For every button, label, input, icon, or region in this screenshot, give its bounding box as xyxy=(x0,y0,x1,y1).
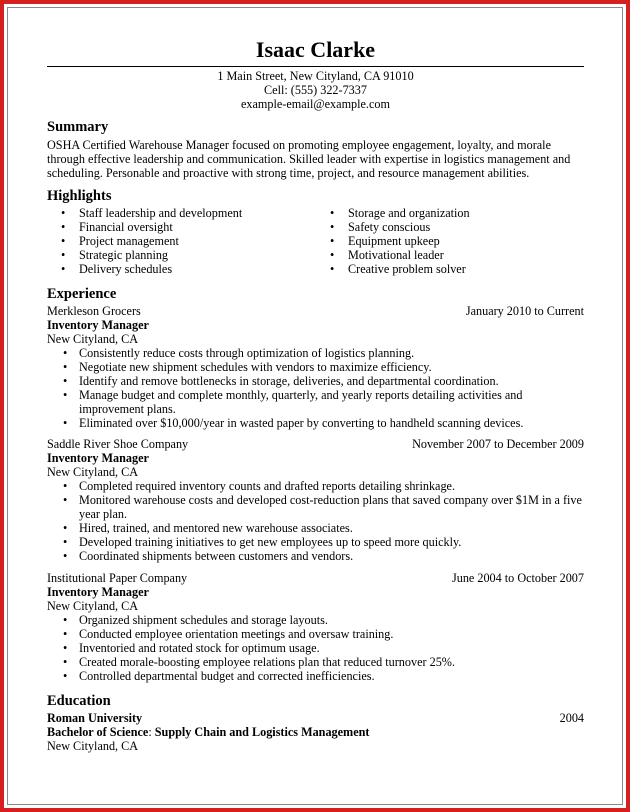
highlights-right-list xyxy=(324,206,470,276)
job-entry xyxy=(47,571,584,683)
job-bullets xyxy=(47,479,584,563)
education-location: New Cityland, CA xyxy=(47,739,139,753)
job-dates: January 2010 to Current xyxy=(465,304,584,318)
job-bullet: • Negotiate new shipment schedules with vendors to maximize efficiency. xyxy=(47,360,584,374)
highlight-item: • Project management xyxy=(55,234,242,248)
job-bullet: • Developed training initiatives to get new employees up to speed more quickly. xyxy=(47,535,584,549)
education-header xyxy=(47,711,584,725)
job-bullet: • Eliminated over $10,000/year in wasted paper by converting to handheld scanning devices. xyxy=(47,416,584,430)
job-title: Inventory Manager xyxy=(47,318,149,332)
experience-heading: Experience xyxy=(47,286,117,302)
degree-type: Bachelor of Science xyxy=(47,725,149,739)
job-header xyxy=(47,437,584,451)
header-divider xyxy=(47,66,584,67)
phone: Cell: (555) 322-7337 xyxy=(264,83,367,97)
summary-line: scheduling. Personable and proactive with strong time, project, and resource management abilities. xyxy=(47,166,530,180)
job-bullet: • Organized shipment schedules and storage layouts. xyxy=(47,613,584,627)
summary-line: through effective leadership and communication. Skilled leader with expertise in logistics management and xyxy=(47,152,571,166)
job-header xyxy=(47,571,584,585)
job-title: Inventory Manager xyxy=(47,451,149,465)
email: example-email@example.com xyxy=(241,97,390,111)
contact-block xyxy=(47,69,584,111)
job-entry xyxy=(47,304,584,430)
summary-text xyxy=(47,138,584,180)
summary-line: OSHA Certified Warehouse Manager focused on promoting employee engagement, loyalty, and morale xyxy=(47,138,551,152)
job-bullet: • Completed required inventory counts and drafted reports detailing shrinkage. xyxy=(47,479,584,493)
company-name: Institutional Paper Company xyxy=(47,571,188,585)
highlight-item: • Safety conscious xyxy=(324,220,470,234)
job-location: New Cityland, CA xyxy=(47,332,139,346)
highlight-item: • Strategic planning xyxy=(55,248,242,262)
job-bullet: • Controlled departmental budget and corrected inefficiencies. xyxy=(47,669,584,683)
job-bullet: • Coordinated shipments between customers and vendors. xyxy=(47,549,584,563)
highlight-item: • Equipment upkeep xyxy=(324,234,470,248)
highlight-item: • Staff leadership and development xyxy=(55,206,242,220)
highlight-item: • Financial oversight xyxy=(55,220,242,234)
job-bullet: • Monitored warehouse costs and developed cost-reduction plans that saved company over $1M in a five year plan. xyxy=(47,493,584,521)
degree-separator: : xyxy=(148,725,155,739)
job-location: New Cityland, CA xyxy=(47,599,139,613)
job-bullet: • Hired, trained, and mentored new warehouse associates. xyxy=(47,521,584,535)
highlights-left-list xyxy=(55,206,242,276)
job-dates: November 2007 to December 2009 xyxy=(412,437,584,451)
job-bullet: • Consistently reduce costs through optimization of logistics planning. xyxy=(47,346,584,360)
job-entry xyxy=(47,437,584,563)
graduation-year: 2004 xyxy=(559,711,584,725)
highlights-heading: Highlights xyxy=(47,188,112,204)
highlight-item: • Motivational leader xyxy=(324,248,470,262)
degree xyxy=(47,725,584,739)
job-bullet: • Identify and remove bottlenecks in storage, deliveries, and departmental coordination. xyxy=(47,374,584,388)
job-title: Inventory Manager xyxy=(47,585,149,599)
company-name: Saddle River Shoe Company xyxy=(47,437,189,451)
job-bullet: • Inventoried and rotated stock for optimum usage. xyxy=(47,641,584,655)
summary-heading: Summary xyxy=(47,119,109,135)
school-name: Roman University xyxy=(47,711,143,725)
company-name: Merkleson Grocers xyxy=(47,304,141,318)
job-header xyxy=(47,304,584,318)
highlight-item: • Creative problem solver xyxy=(324,262,470,276)
degree-field: Supply Chain and Logistics Management xyxy=(154,725,370,739)
highlight-item: • Delivery schedules xyxy=(55,262,242,276)
job-bullets xyxy=(47,613,584,683)
candidate-name: Isaac Clarke xyxy=(255,37,376,62)
education-heading: Education xyxy=(47,693,111,709)
education-entry xyxy=(47,711,584,753)
job-bullet: • Conducted employee orientation meetings and oversaw training. xyxy=(47,627,584,641)
job-dates: June 2004 to October 2007 xyxy=(451,571,584,585)
job-bullet: • Manage budget and complete monthly, quarterly, and yearly reports detailing activities and improvement plans. xyxy=(47,388,584,416)
job-bullet: • Created morale-boosting employee relations plan that reduced turnover 25%. xyxy=(47,655,584,669)
job-bullets xyxy=(47,346,584,430)
highlight-item: • Storage and organization xyxy=(324,206,470,220)
job-location: New Cityland, CA xyxy=(47,465,139,479)
address: 1 Main Street, New Cityland, CA 91010 xyxy=(217,69,414,83)
